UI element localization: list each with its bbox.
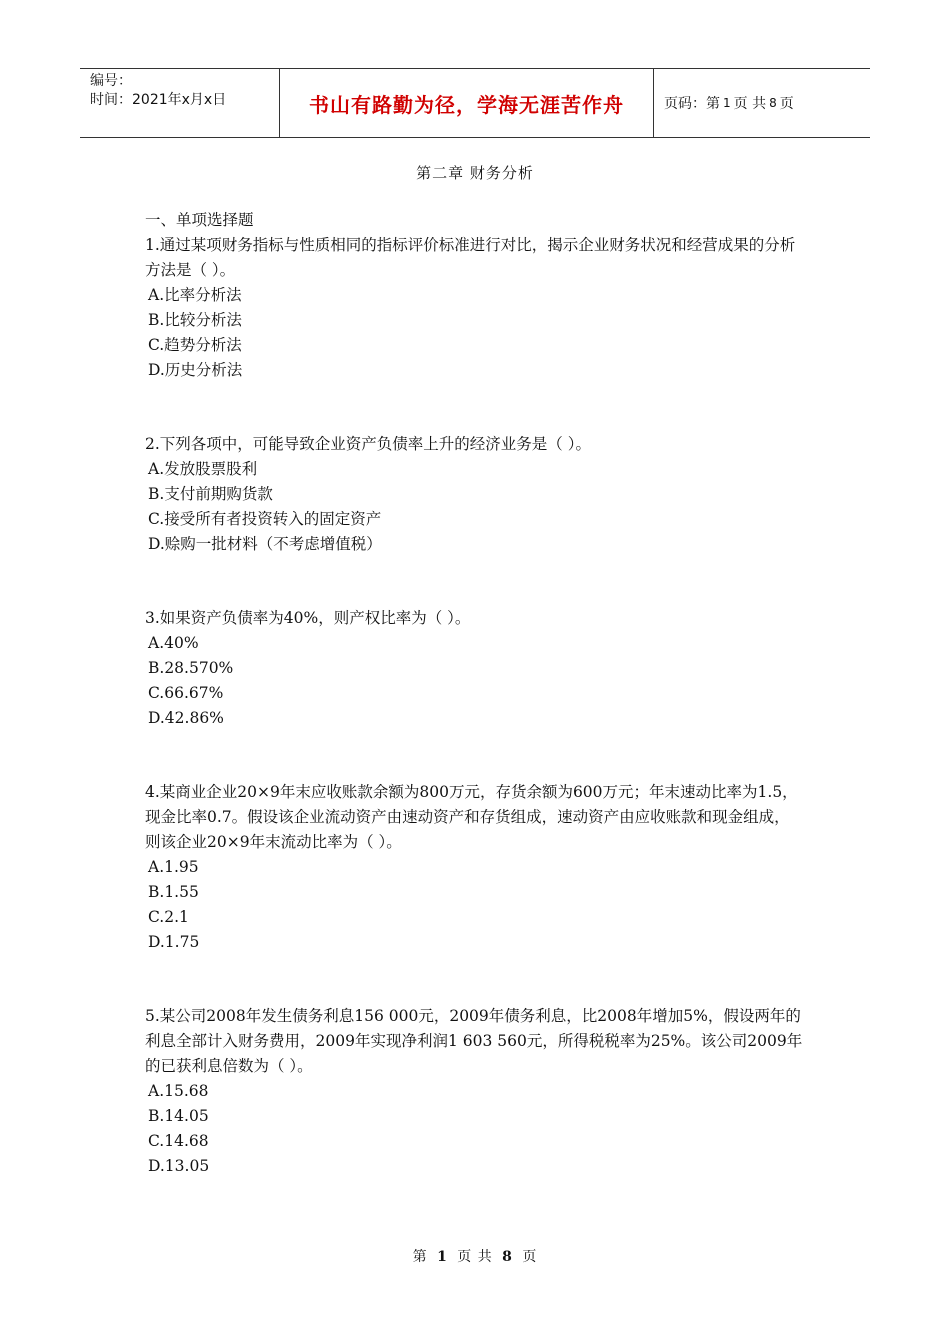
footer-page-total: 8	[502, 1249, 513, 1265]
question-item	[145, 606, 805, 731]
question-stem: 2.下列各项中，可能导致企业资产负债率上升的经济业务是（ ）。	[145, 435, 591, 453]
question-option: B.28.570%	[148, 659, 234, 677]
question-option: C.趋势分析法	[148, 336, 242, 354]
question-option: A.发放股票股利	[148, 460, 258, 478]
footer-mid: 页 共	[457, 1249, 493, 1265]
question-option: C.接受所有者投资转入的固定资产	[148, 510, 382, 528]
question-option: A.15.68	[148, 1082, 209, 1100]
question-stem: 5.某公司2008年发生债务利息156 000元，2009年债务利息，比2008年增加5%，假设两年的利息全部计入财务费用，2009年实现净利润1 603 560元，所得税税率为25%。该公司2009年的已获利息倍数为（ ）。	[145, 1007, 803, 1075]
question-option: D.42.86%	[148, 709, 224, 727]
header-motto: 书山有路勤为径，学海无涯苦作舟	[280, 69, 654, 137]
question-list	[145, 208, 805, 1228]
footer-page-current: 1	[437, 1249, 448, 1265]
question-option: C.2.1	[148, 908, 189, 926]
question-stem: 1.通过某项财务指标与性质相同的指标评价标准进行对比，揭示企业财务状况和经营成果的分析方法是（ ）。	[145, 236, 796, 279]
question-option: C.14.68	[148, 1132, 209, 1150]
header-page-total: 8	[769, 96, 777, 110]
question-item	[145, 233, 805, 383]
footer-suffix: 页	[522, 1249, 538, 1265]
question-option: D.1.75	[148, 933, 200, 951]
header-page-suffix: 页	[779, 96, 794, 112]
header-meta	[80, 69, 280, 137]
question-option: A.比率分析法	[148, 286, 242, 304]
header-page-prefix: 页码：第	[664, 96, 720, 112]
question-option: A.40%	[148, 634, 199, 652]
document-number-label: 编号：	[90, 73, 132, 89]
question-item	[145, 1004, 805, 1179]
question-stem: 4.某商业企业20×9年末应收账款余额为800万元，存货余额为600万元；年末速动比率为1.5，现金比率0.7。假设该企业流动资产由速动资产和存货组成，速动资产由应收账款和现金组成，则该企业20×9年末流动比率为（ ）。	[145, 783, 798, 851]
page-header	[80, 68, 870, 138]
question-option: C.66.67%	[148, 684, 224, 702]
question-option: D.历史分析法	[148, 361, 243, 379]
question-option: B.比较分析法	[148, 311, 242, 329]
question-stem: 3.如果资产负债率为40%，则产权比率为（ ）。	[145, 609, 471, 627]
header-page-indicator	[654, 69, 870, 137]
footer-prefix: 第	[412, 1249, 428, 1265]
page-footer	[0, 1246, 950, 1266]
question-option: D.13.05	[148, 1157, 210, 1175]
question-option: A.1.95	[148, 858, 199, 876]
question-option: B.支付前期购货款	[148, 485, 273, 503]
question-option: D.赊购一批材料（不考虑增值税）	[148, 535, 382, 553]
question-option: B.1.55	[148, 883, 199, 901]
question-item	[145, 780, 805, 955]
chapter-title: 第二章 财务分析	[416, 164, 534, 182]
section-title: 一、单项选择题	[145, 211, 254, 229]
header-page-mid: 页 共	[733, 96, 767, 112]
document-time-label: 时间：2021年x月x日	[90, 92, 227, 108]
question-option: B.14.05	[148, 1107, 209, 1125]
question-item	[145, 432, 805, 557]
header-page-current: 1	[723, 96, 731, 110]
